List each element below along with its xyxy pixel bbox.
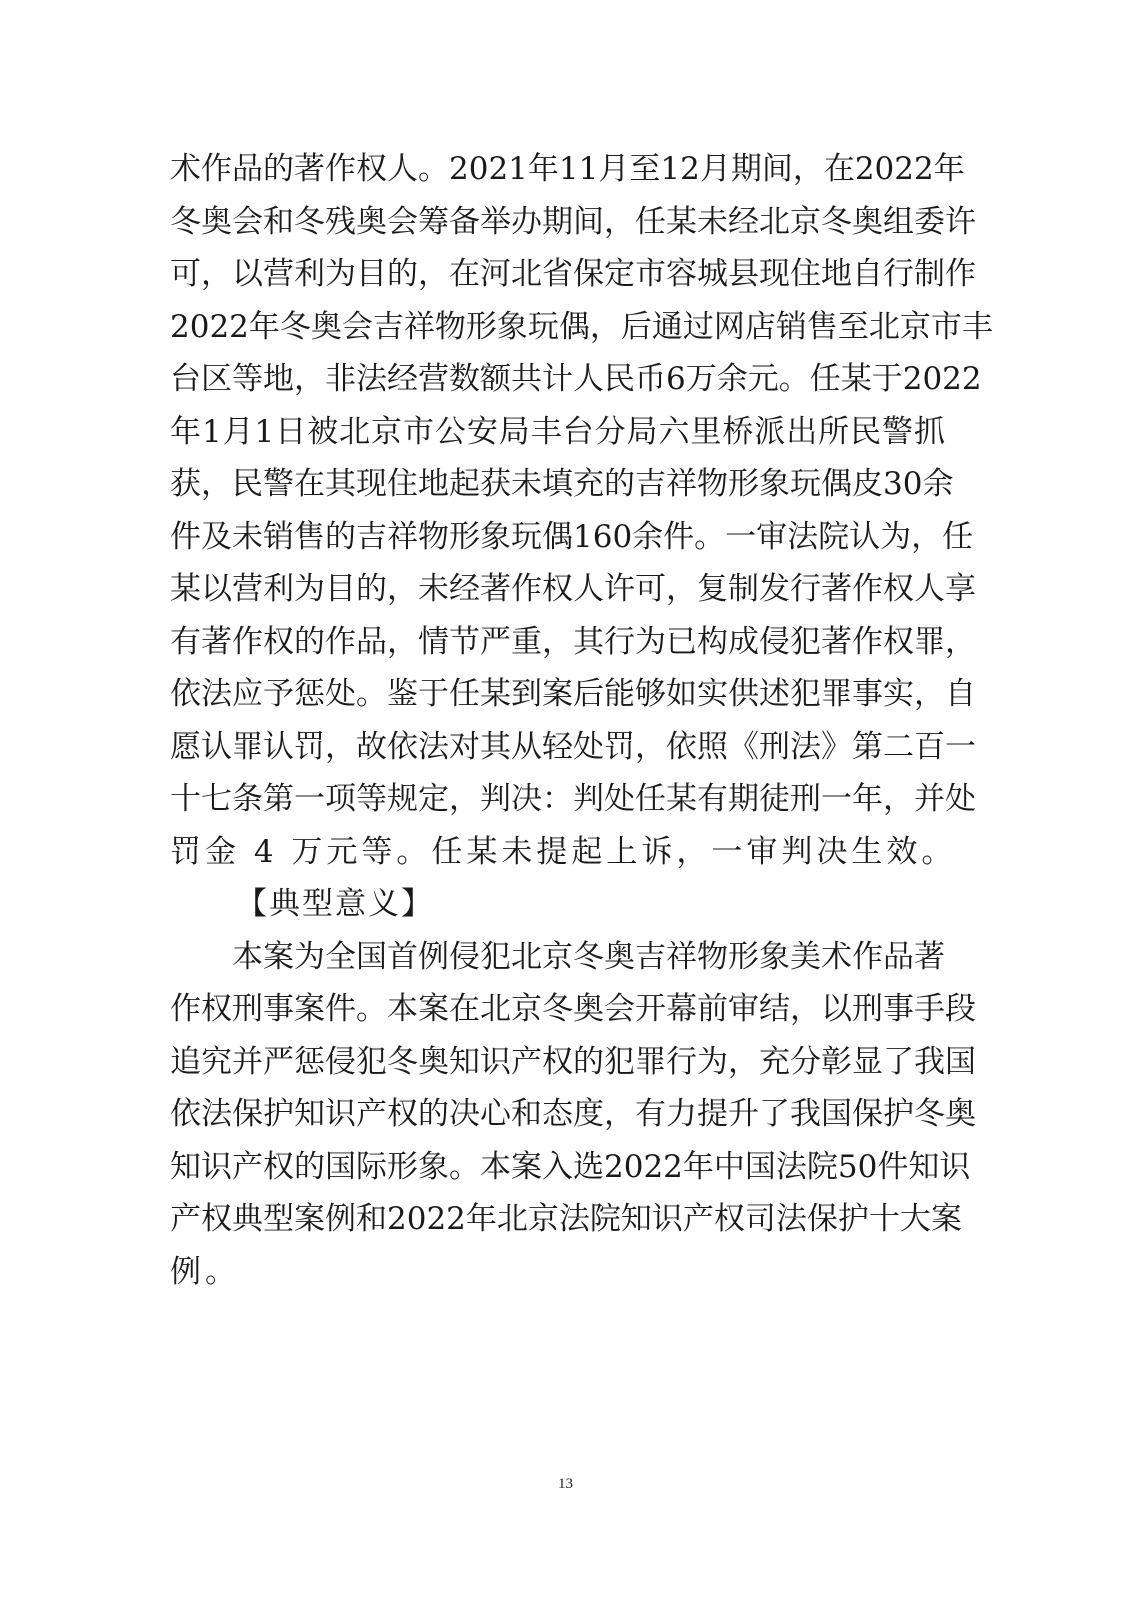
section-heading: 【典型意义】 [236, 886, 434, 922]
text-line: 依 法 保 护 知 识 产 权 的 决 心 和 态 度 ， 有 力 提 升 了 我 国 保 护 冬 奥 [170, 1096, 976, 1132]
document-body [170, 143, 993, 1298]
text-line: 本 案 为 全 国 首 例 侵 犯 北 京 冬 奥 吉 祥 物 形 象 美 术 作 品 著 [232, 938, 945, 975]
text-line: 某 以 营 利 为 目 的 ， 未 经 著 作 权 人 许 可 ， 复 制 发 行 著 作 权 人 享 [170, 571, 976, 607]
text-line: 愿 认 罪 认 罚 ， 故 依 法 对 其 从 轻 处 罚 ， 依 照 《 刑 法 》 第 二 百 一 [170, 728, 976, 765]
text-line: 冬 奥 会 和 冬 残 奥 会 筹 备 举 办 期 间 ， 任 某 未 经 北 京 冬 奥 组 委 许 [170, 203, 976, 240]
text-line: 年 1 月 1 日 被 北 京 市 公 安 局 丰 台 分 局 六 里 桥 派 出 所 民 警 抓 [170, 413, 945, 450]
text-line: 台 区 等 地 ， 非 法 经 营 数 额 共 计 人 民 币 6 万 余 元 。 任 某 于 2022 [170, 361, 982, 397]
text-line: 十 七 条 第 一 项 等 规 定 ， 判 决 ： 判 处 任 某 有 期 徒 刑 一 年 ， 并 处 [170, 781, 976, 817]
text-line: 知 识 产 权 的 国 际 形 象 。 本 案 入 选 2022 年 中 国 法 院 50 件 知 识 [170, 1148, 971, 1185]
text-line: 作 权 刑 事 案 件 。 本 案 在 北 京 冬 奥 会 开 幕 前 审 结 ， 以 刑 事 手 段 [170, 991, 976, 1027]
page-number: 13 [558, 1476, 573, 1492]
text-line: 产 权 典 型 案 例 和 2022 年 北 京 法 院 知 识 产 权 司 法 保 护 十 大 案 [170, 1201, 962, 1237]
text-line: 有 著 作 权 的 作 品 ， 情 节 严 重 ， 其 行 为 已 构 成 侵 犯 著 作 权 罪 ， [170, 623, 976, 660]
text-line: 可 ， 以 营 利 为 目 的 ， 在 河 北 省 保 定 市 容 城 县 现 住 地 自 行 制 作 [170, 256, 976, 292]
text-line: 件 及 未 销 售 的 吉 祥 物 形 象 玩 偶 160 余 件 。 一 审 法 院 认 为 ， 任 [170, 518, 974, 555]
text-line: 罚金 4 万元等。任某未提起上诉，一审判决生效。 [170, 833, 957, 870]
text-line: 获 ， 民 警 在 其 现 住 地 起 获 未 填 充 的 吉 祥 物 形 象 玩 偶 皮 30 余 [170, 466, 954, 502]
text-line: 例。 [170, 1253, 240, 1290]
text-line: 2022 年 冬 奥 会 吉 祥 物 形 象 玩 偶 ， 后 通 过 网 店 销 售 至 北 京 市 丰 [170, 308, 993, 345]
text-line: 依 法 应 予 惩 处 。 鉴 于 任 某 到 案 后 能 够 如 实 供 述 犯 罪 事 实 ， 自 [170, 676, 976, 712]
text-line: 追 究 并 严 惩 侵 犯 冬 奥 知 识 产 权 的 犯 罪 行 为 ， 充 分 彰 显 了 我 国 [170, 1043, 976, 1080]
text-line: 术 作 品 的 著 作 权 人 。 2021 年 11 月 至 12 月 期 间 ， 在 2022 年 [170, 151, 965, 187]
